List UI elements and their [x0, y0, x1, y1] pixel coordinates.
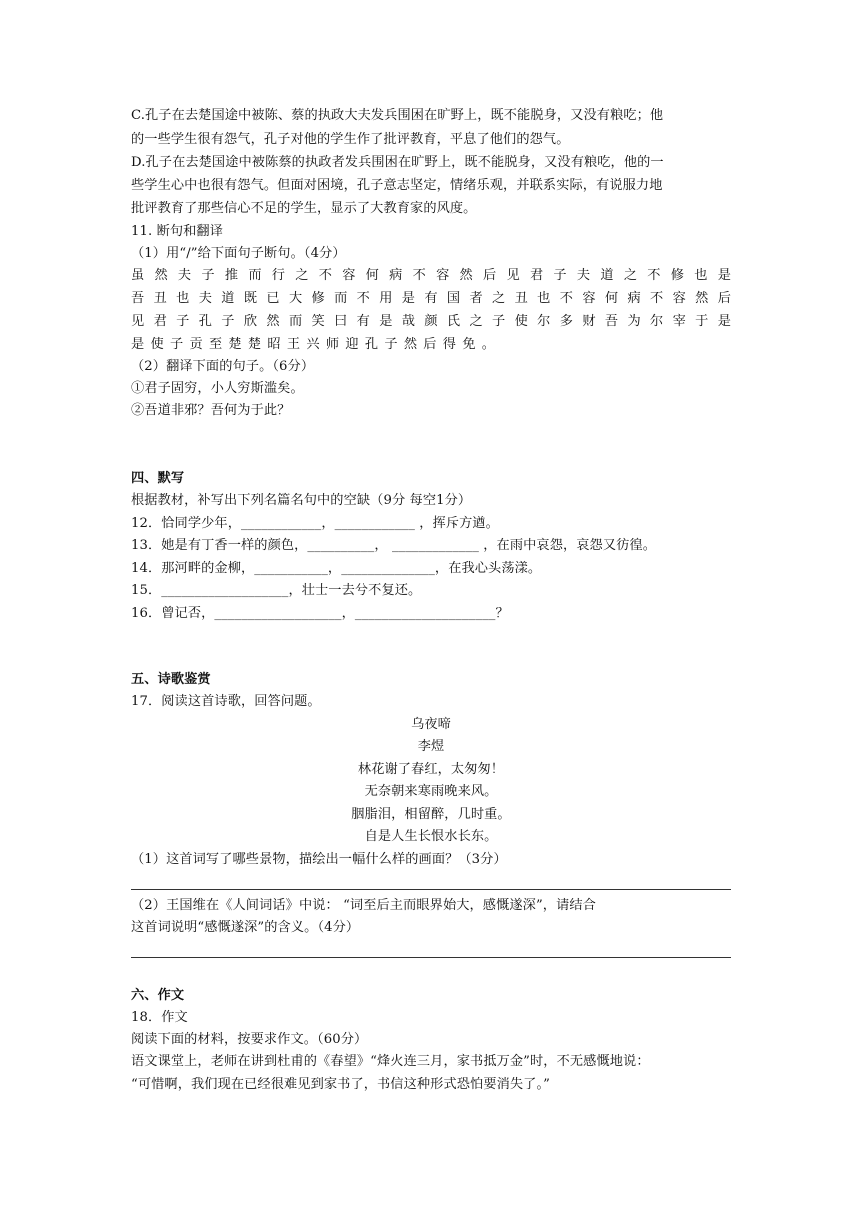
essay-intro: 阅读下面的材料，按要求作文。（60分） — [131, 1032, 368, 1047]
poem-line1: 林花谢了春红，太匆匆！ — [357, 762, 505, 777]
q11-title: 11. 断句和翻译 — [131, 224, 224, 239]
section6-heading: 六、作文 — [131, 988, 185, 1003]
answer-line-1 — [131, 889, 731, 890]
q15-line: 15．___________________，壮士一去兮不复还。 — [131, 583, 422, 598]
answer-line-2 — [131, 957, 731, 958]
q12-line: 12．恰同学少年，____________，____________ ，挥斥方遒。 — [131, 516, 499, 531]
option-c-line2: 的一些学生很有怨气，孔子对他的学生作了批评教育，平息了他们的怨气。 — [131, 132, 570, 147]
q17-line: 17．阅读这首诗歌，回答问题。 — [131, 694, 321, 709]
q17-sub1: （1）这首词写了哪些景物，描绘出一幅什么样的画面？（3分） — [131, 852, 507, 867]
poem-line3: 胭脂泪，相留醉，几时重。 — [351, 807, 511, 822]
option-d-line1: D.孔子在去楚国途中被陈蔡的执政者发兵围困在旷野上，既不能脱身，又没有粮吃，他的一 — [131, 155, 664, 170]
essay-material-line2: “可惜啊，我们现在已经很难见到家书了，书信这种形式恐怕要消失了。” — [131, 1077, 550, 1092]
essay-material-line1: 语文课堂上，老师在讲到杜甫的《春望》“烽火连三月，家书抵万金”时，不无感慨地说： — [131, 1054, 650, 1069]
q17-sub2-line2: 这首词说明“感慨遂深”的含义。（4分） — [131, 920, 360, 935]
q13-line: 13．她是有丁香一样的颜色，__________， _____________ ，在雨中哀怨，哀怨又彷徨。 — [131, 538, 656, 553]
poem-title: 乌夜啼 — [411, 717, 451, 732]
poem-author: 李煜 — [417, 739, 445, 754]
q16-line: 16．曾记否，___________________，_____________________？ — [131, 606, 509, 621]
q11-passage-line1: 虽然夫子推而行之不容何病不容然后见君子夫道之不修也是 — [131, 268, 731, 283]
q11-part1: （1）用“/”给下面句子断句。（4分） — [131, 246, 346, 261]
option-d-line3: 批评教育了那些信心不足的学生，显示了大教育家的风度。 — [131, 201, 477, 216]
q11-part2: （2）翻译下面的句子。（6分） — [131, 359, 315, 374]
option-d-line2: 些学生心中也很有怨气。但面对困境，孔子意志坚定，情绪乐观，并联系实际，有说服力地 — [131, 178, 663, 193]
q18-line: 18．作文 — [131, 1010, 188, 1025]
section4-heading: 四、默写 — [131, 471, 185, 486]
q14-line: 14．那河畔的金柳，___________，______________，在我心头荡漾。 — [131, 561, 542, 576]
q11-passage-line2: 吾丑也夫道既已大修而不用是有国者之丑也不容何病不容然后 — [131, 291, 731, 306]
q11-sentence2: ②吾道非邪？吾何为于此？ — [131, 403, 291, 418]
option-c-line1: C.孔子在去楚国途中被陈、蔡的执政大夫发兵围困在旷野上，既不能脱身，又没有粮吃；他 — [131, 108, 664, 123]
q17-sub2-line1: （2）王国维在《人间词话》中说： “词至后主而眼界始大，感慨遂深”，请结合 — [131, 898, 596, 913]
section5-heading: 五、诗歌鉴赏 — [131, 672, 211, 687]
poem-line4: 自是人生长恨水长东。 — [364, 829, 498, 844]
poem-line2: 无奈朝来寒雨晚来风。 — [364, 784, 498, 799]
section4-intro: 根据教材，补写出下列名篇名句中的空缺（9分 每空1分） — [131, 493, 472, 508]
q11-passage-line4: 是使子贡至楚楚昭王兴师迎孔子然后得免。 — [131, 337, 502, 352]
q11-sentence1: ①君子固穷，小人穷斯滥矣。 — [131, 381, 304, 396]
q11-passage-line3: 见君子孔子欣然而笑曰有是哉颜氏之子使尔多财吾为尔宰于是 — [131, 314, 731, 329]
